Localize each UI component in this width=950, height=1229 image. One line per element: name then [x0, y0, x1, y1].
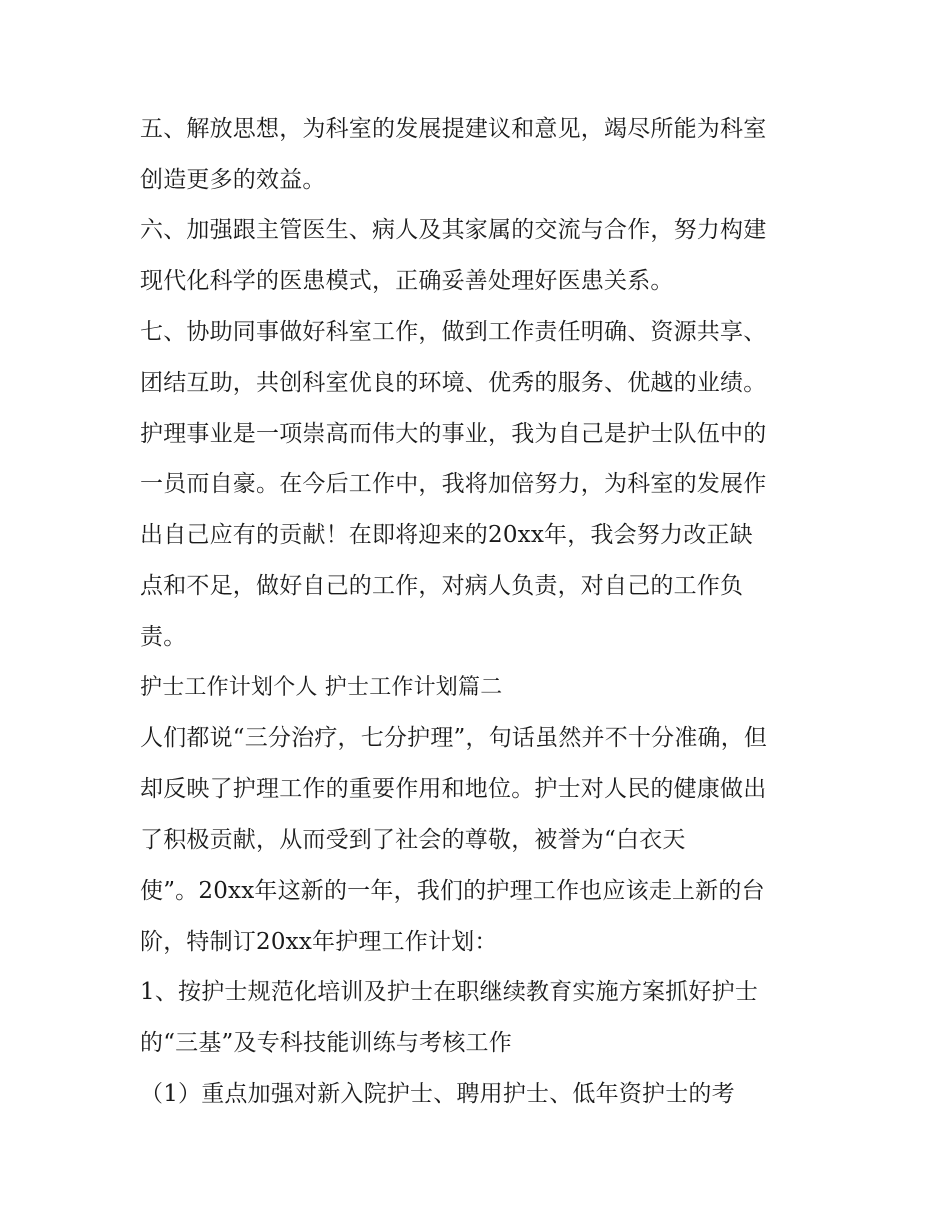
- list-item-line-1: 1、按护士规范化培训及护士在职继续教育实施方案抓好护士: [140, 979, 759, 1005]
- paragraph-line: 团结互助，共创科室优良的环境、优秀的服务、优越的业绩。: [140, 370, 767, 396]
- paragraph-line-item-6: 六、加强跟主管医生、病人及其家属的交流与合作，努力构建: [140, 217, 767, 243]
- paragraph-line: 一员而自豪。在今后工作中，我将加倍努力，为科室的发展作: [140, 471, 767, 497]
- paragraph-line: 点和不足，做好自己的工作，对病人负责，对自己的工作负: [140, 573, 744, 599]
- paragraph-line: 人们都说“三分治疗，七分护理”，句话虽然并不十分准确，但: [140, 725, 768, 751]
- paragraph-line: 阶，特制订20xx年护理工作计划：: [140, 929, 498, 955]
- paragraph-line: 护理事业是一项崇高而伟大的事业，我为自己是护士队伍中的: [140, 421, 767, 447]
- paragraph-line: 的“三基”及专科技能训练与考核工作: [140, 1030, 512, 1056]
- section-heading: 护士工作计划个人 护士工作计划篇二: [140, 675, 503, 700]
- paragraph-line: 创造更多的效益。: [140, 167, 326, 193]
- paragraph-line-item-5: 五、解放思想，为科室的发展提建议和意见，竭尽所能为科室: [140, 116, 767, 142]
- paragraph-line: 出自己应有的贡献！在即将迎来的20xx年，我会努力改正缺: [140, 522, 753, 548]
- paragraph-line-item-7: 七、协助同事做好科室工作，做到工作责任明确、资源共享、: [140, 319, 767, 345]
- paragraph-line: 却反映了护理工作的重要作用和地位。护士对人民的健康做出: [140, 776, 767, 802]
- paragraph-line: 现代化科学的医患模式，正确妥善处理好医患关系。: [140, 268, 674, 294]
- sub-item-line-1: （1）重点加强对新入院护士、聘用护士、低年资护士的考: [140, 1081, 735, 1107]
- paragraph-line: 了积极贡献，从而受到了社会的尊敬，被誉为“白衣天: [140, 827, 686, 853]
- paragraph-line: 责。: [140, 624, 187, 650]
- paragraph-line: 使”。20xx年这新的一年，我们的护理工作也应该走上新的台: [140, 878, 765, 904]
